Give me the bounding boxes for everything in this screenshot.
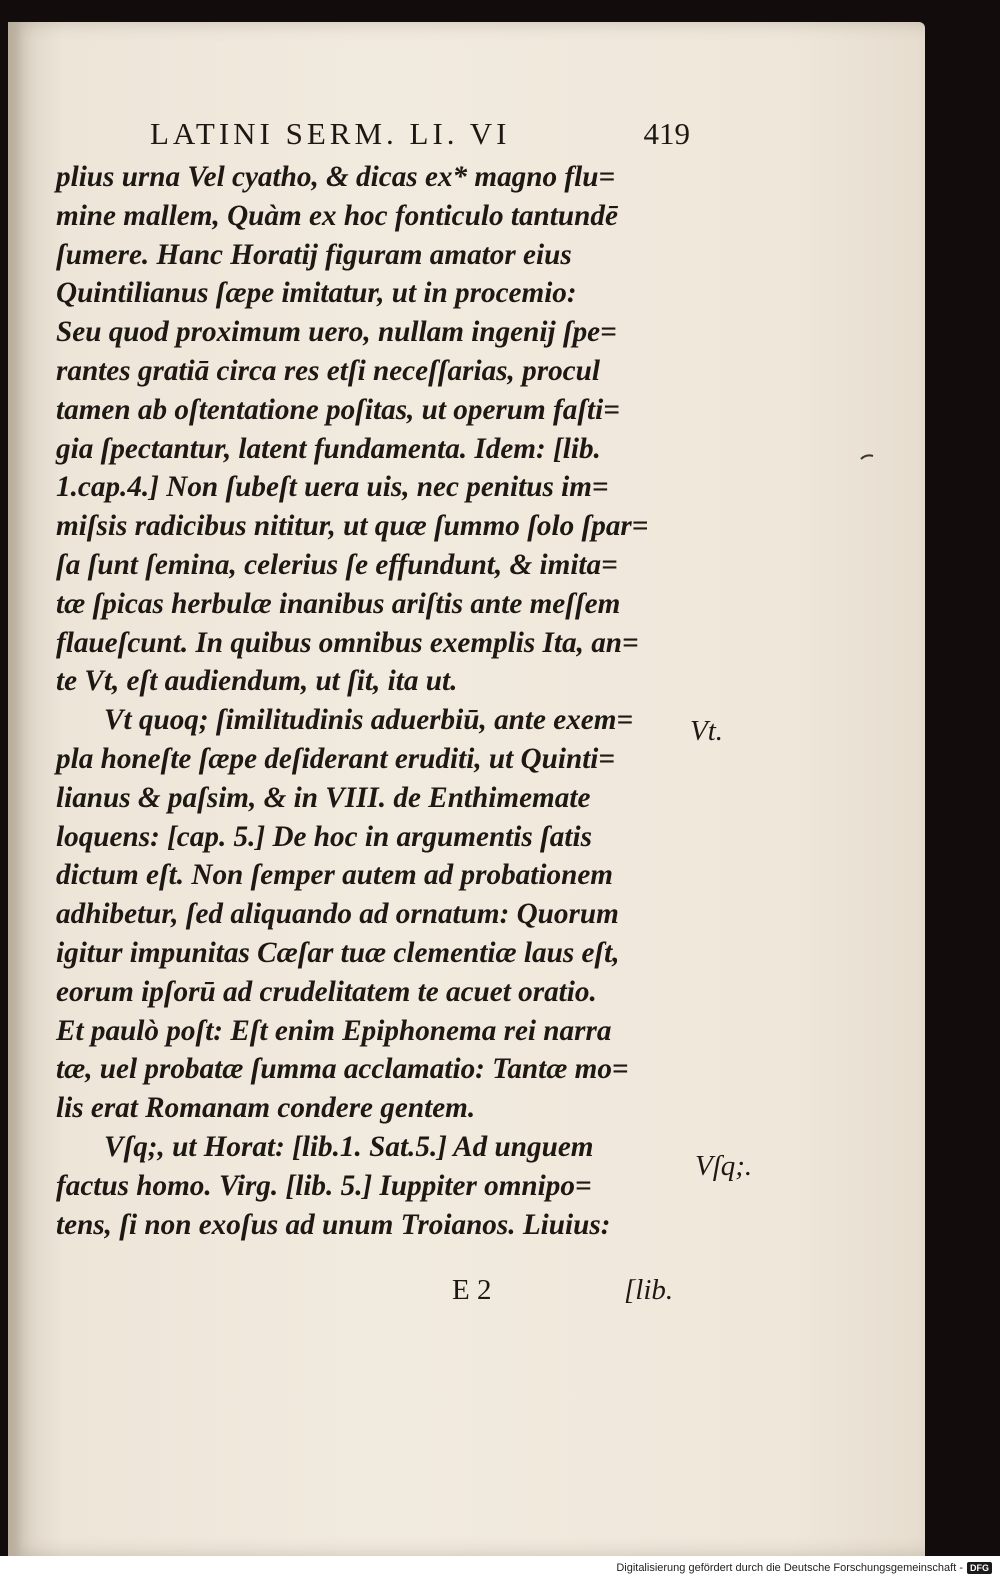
margin-note-vsq: Vſq;.: [695, 1150, 753, 1182]
page-gutter-shadow: [8, 22, 22, 1556]
dfg-logo: DFG: [967, 1562, 992, 1574]
page-number: 419: [643, 116, 690, 151]
margin-note-vt: Vt.: [690, 715, 724, 747]
running-head: [150, 116, 690, 152]
text-line: tæ ſpicas herbulæ inanibus ariſtis ante meſſem: [56, 587, 621, 620]
text-line: dictum eſt. Non ſemper autem ad probationem: [56, 859, 613, 892]
catchword: [lib.: [624, 1274, 674, 1306]
text-line: igitur impunitas Cæſar tuæ clementiæ laus eſt,: [56, 936, 620, 969]
text-line: te Vt, eſt audiendum, ut ſit, ita ut.: [56, 665, 458, 698]
text-line: Vſq;, ut Horat: [lib.1. Sat.5.] Ad unguem: [104, 1130, 594, 1163]
text-line: Vt quoq; ſimilitudinis aduerbiū, ante exem=: [104, 704, 634, 737]
running-title: LATINI SERM. LI. VI: [150, 116, 511, 151]
text-line: mine mallem, Quàm ex hoc fonticulo tantundē: [56, 199, 618, 232]
text-line: flaueſcunt. In quibus omnibus exemplis Ita, an=: [56, 626, 639, 659]
text-line: Et paulò poſt: Eſt enim Epiphonema rei narra: [56, 1014, 612, 1047]
text-line: Quintilianus ſæpe imitatur, ut in procemio:: [56, 277, 577, 310]
text-line: Seu quod proximum uero, nullam ingenij ſpe=: [56, 316, 617, 349]
text-line: loquens: [cap. 5.] De hoc in argumentis ſatis: [56, 820, 592, 853]
text-line: 1.cap.4.] Non ſubeſt uera uis, nec penitus im=: [56, 471, 609, 504]
text-line: rantes gratiā circa res etſi neceſſarias, procul: [56, 354, 600, 387]
text-line: ſumere. Hanc Horatij figuram amator eius: [56, 238, 572, 271]
text-line: lis erat Romanam condere gentem.: [56, 1092, 476, 1125]
text-line: lianus & paſsim, & in VIII. de Enthimemate: [56, 781, 591, 814]
text-line: tens, ſi non exoſus ad unum Troianos. Liuius:: [56, 1208, 611, 1241]
text-line: gia ſpectantur, latent fundamenta. Idem: [lib.: [56, 432, 601, 465]
signature-mark: E 2: [452, 1274, 492, 1306]
text-line: eorum ipſorū ad crudelitatem te acuet oratio.: [56, 975, 597, 1008]
text-line: plius urna Vel cyatho, & dicas ex* magno flu=: [56, 161, 616, 193]
stray-ink-mark-icon: [860, 452, 874, 462]
text-line: ſa ſunt ſemina, celerius ſe effundunt, & imita=: [56, 548, 618, 581]
text-line: tamen ab oſtentatione poſitas, ut operum faſti=: [56, 393, 620, 426]
text-line: tæ, uel probatæ ſumma acclamatio: Tantæ mo=: [56, 1053, 629, 1086]
credit-text: Digitalisierung gefördert durch die Deutsche Forschungsgemeinschaft -: [616, 1562, 963, 1574]
text-line: adhibetur, ſed aliquando ad ornatum: Quorum: [56, 898, 619, 931]
text-line: miſsis radicibus nititur, ut quæ ſummo ſolo ſpar=: [56, 510, 649, 543]
digitization-credit: [616, 1558, 992, 1578]
body-text: [56, 158, 696, 1244]
text-line: pla honeſte ſæpe deſiderant eruditi, ut Quinti=: [56, 742, 616, 775]
text-line: factus homo. Virg. [lib. 5.] Iuppiter omnipo=: [56, 1169, 592, 1202]
